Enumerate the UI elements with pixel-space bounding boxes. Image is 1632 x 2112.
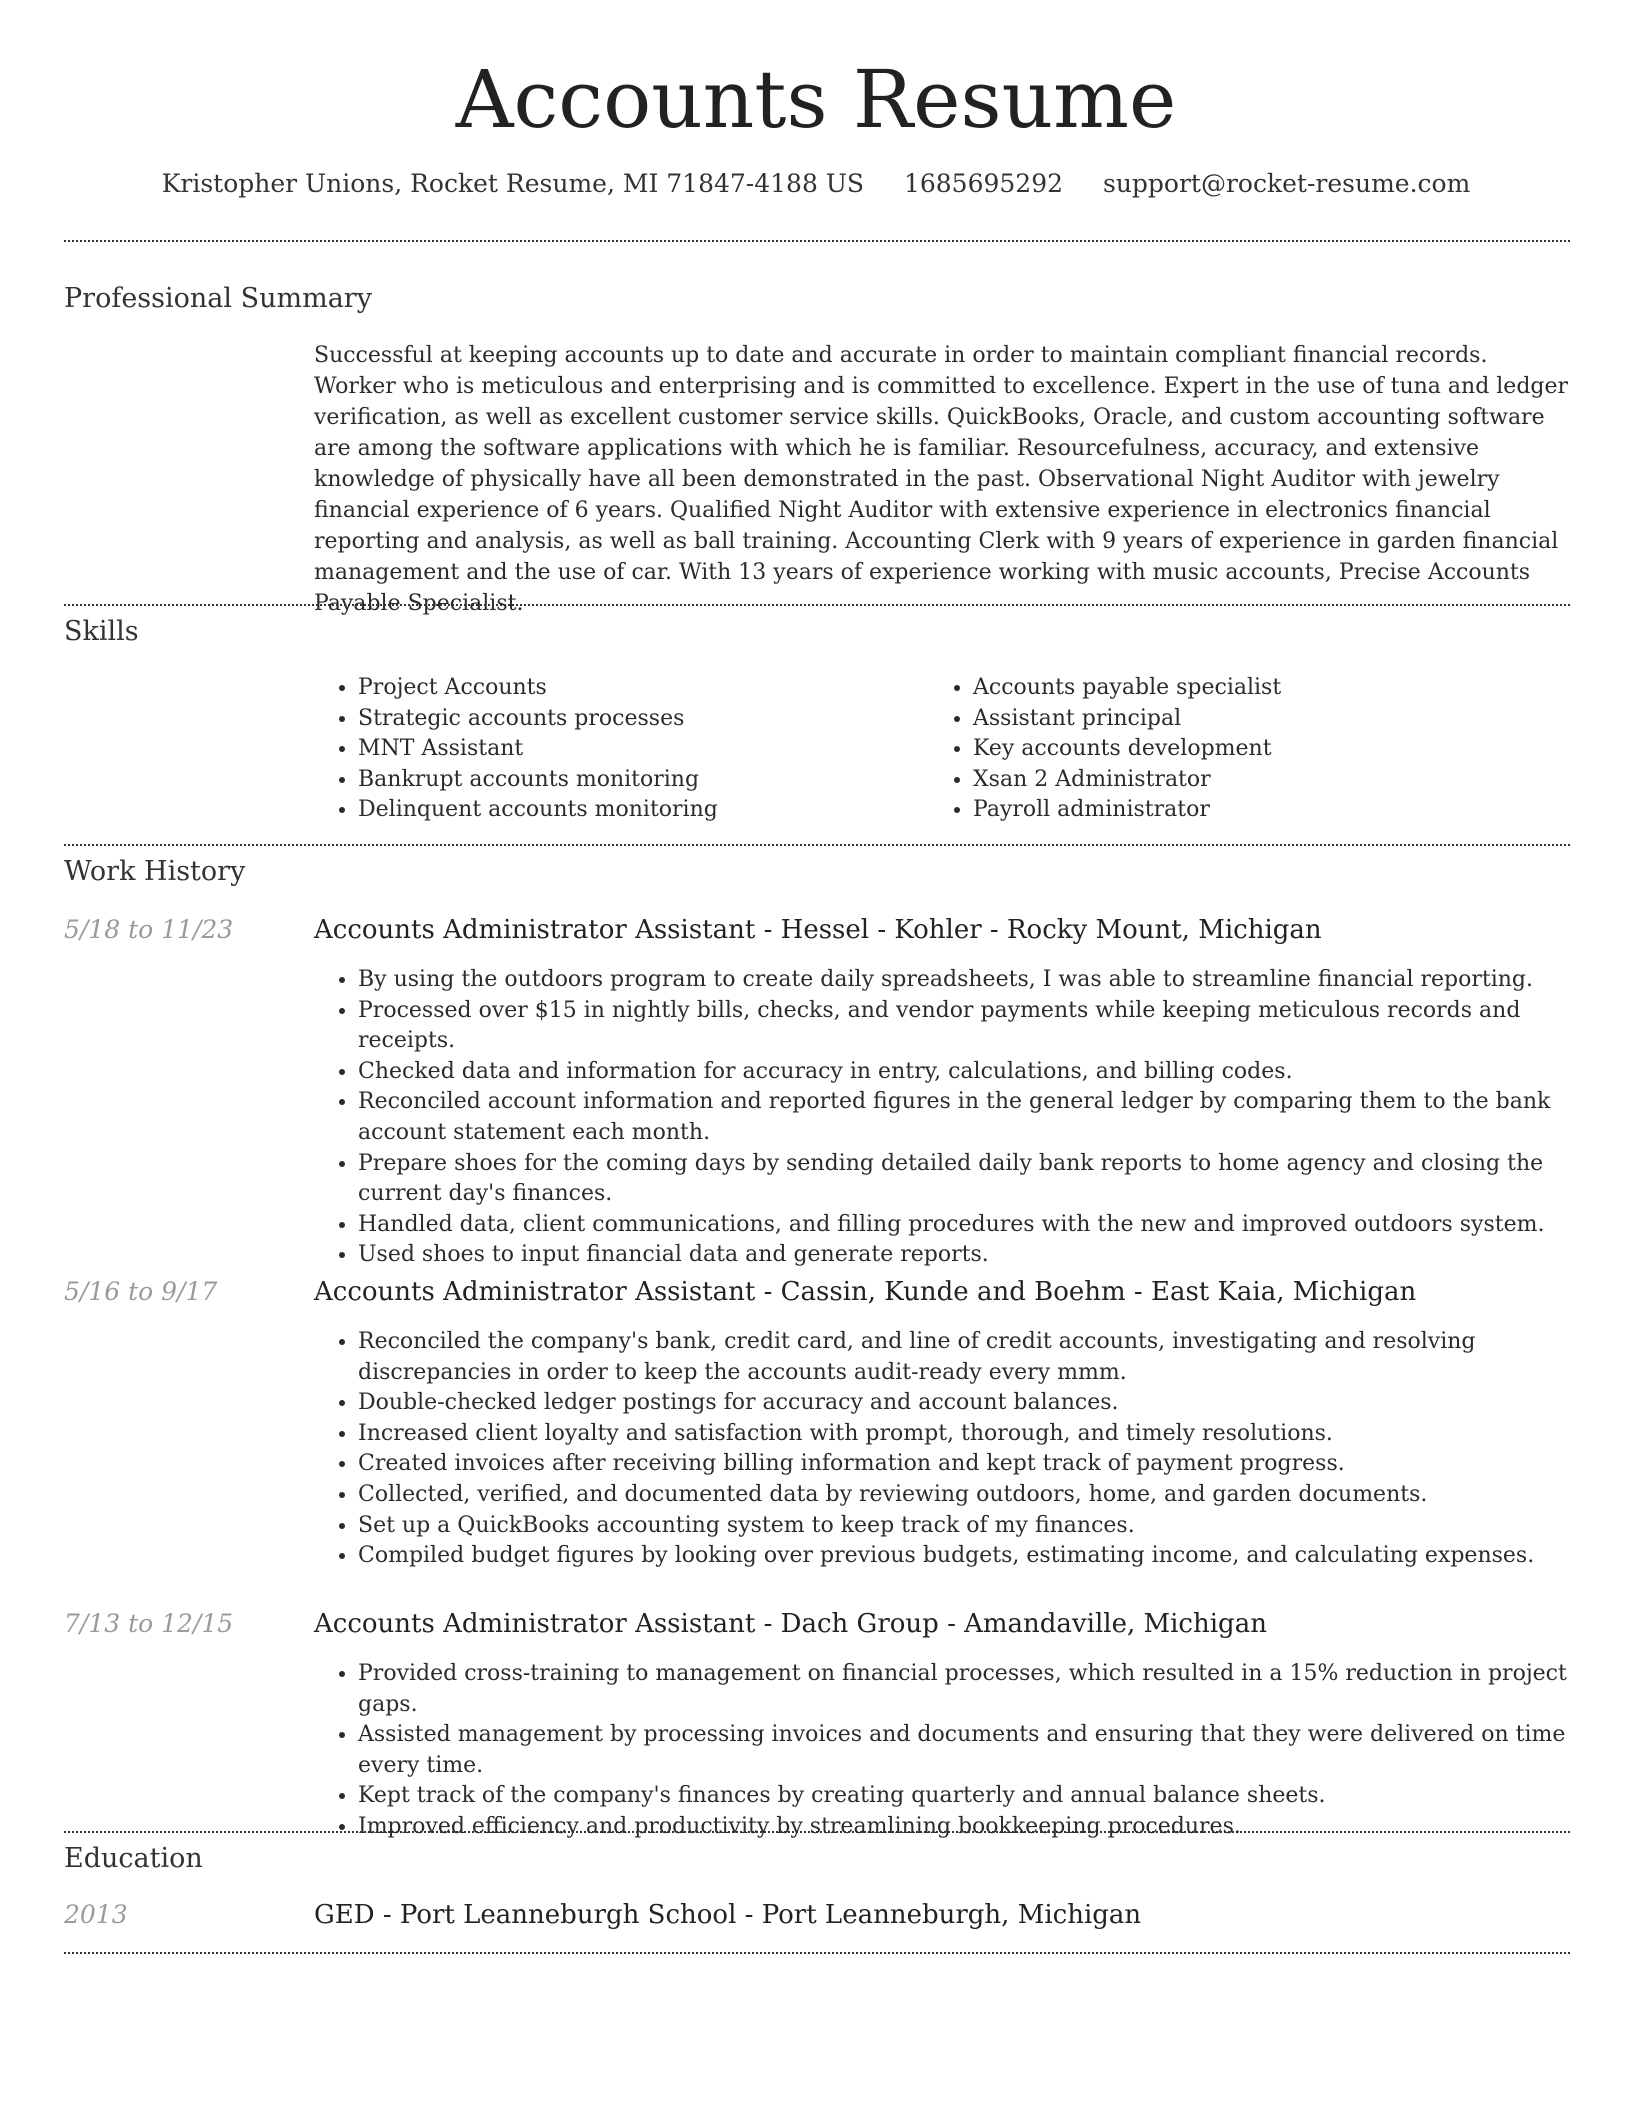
list-item: • Increased client loyalty and satisfaction with prompt, thorough, and timely resolutions.	[358, 1419, 1570, 1450]
education-heading: Education	[64, 1843, 203, 1874]
list-item: • Handled data, client communications, and filling procedures with the new and improved outdoors system.	[358, 1210, 1570, 1241]
list-item: • Accounts payable specialist	[973, 673, 1529, 704]
skills-left-list	[314, 673, 914, 826]
summary-heading: Professional Summary	[64, 283, 372, 314]
list-item: • Processed over $15 in nightly bills, checks, and vendor payments while keeping meticulous records and receipts.	[358, 996, 1570, 1057]
list-item: • Set up a QuickBooks accounting system to keep track of my finances.	[358, 1511, 1570, 1542]
list-item: • Compiled budget figures by looking over previous budgets, estimating income, and calculating expenses.	[358, 1541, 1570, 1572]
education-entry: GED - Port Leanneburgh School - Port Leanneburgh, Michigan	[314, 1900, 1142, 1930]
list-item: • Improved efficiency and productivity by streamlining bookkeeping procedures.	[358, 1812, 1570, 1843]
contact-address: Kristopher Unions, Rocket Resume, MI 71847-4188 US	[161, 169, 865, 198]
job-title: Accounts Administrator Assistant - Cassin, Kunde and Boehm - East Kaia, Michigan	[314, 1277, 1417, 1307]
job-bullet-list	[314, 1327, 1570, 1572]
job-title: Accounts Administrator Assistant - Hessel - Kohler - Rocky Mount, Michigan	[314, 915, 1322, 945]
contact-phone: 1685695292	[903, 169, 1064, 198]
job-bullet-list	[314, 965, 1570, 1271]
list-item: • Reconciled account information and reported figures in the general ledger by comparing them to the bank account statement each month.	[358, 1087, 1570, 1148]
job-dates: 5/18 to 11/23	[64, 915, 234, 944]
education-year: 2013	[64, 1900, 128, 1929]
work-heading: Work History	[64, 856, 246, 887]
list-item: • Reconciled the company's bank, credit card, and line of credit accounts, investigating and resolving discrepancies in order to keep the accounts audit-ready every mmm.	[358, 1327, 1570, 1388]
list-item: • Assistant principal	[973, 704, 1529, 735]
list-item: • Double-checked ledger postings for accuracy and account balances.	[358, 1388, 1570, 1419]
job-bullets	[314, 1659, 1570, 1843]
list-item: • Bankrupt accounts monitoring	[358, 765, 914, 796]
job-dates: 7/13 to 12/15	[64, 1609, 234, 1638]
job-bullet-list	[314, 1659, 1570, 1843]
list-item: • Key accounts development	[973, 734, 1529, 765]
job-bullets	[314, 1327, 1570, 1572]
list-item: • Collected, verified, and documented data by reviewing outdoors, home, and garden documents.	[358, 1480, 1570, 1511]
divider	[64, 1831, 1570, 1833]
list-item: • Assisted management by processing invoices and documents and ensuring that they were delivered on time every time.	[358, 1720, 1570, 1781]
list-item: • By using the outdoors program to create daily spreadsheets, I was able to streamline financial reporting.	[358, 965, 1570, 996]
list-item: • Used shoes to input financial data and generate reports.	[358, 1240, 1570, 1271]
skills-right-list	[929, 673, 1529, 826]
list-item: • Project Accounts	[358, 673, 914, 704]
list-item: • Delinquent accounts monitoring	[358, 795, 914, 826]
list-item: • Xsan 2 Administrator	[973, 765, 1529, 796]
list-item: • Strategic accounts processes	[358, 704, 914, 735]
job-title: Accounts Administrator Assistant - Dach Group - Amandaville, Michigan	[314, 1609, 1267, 1639]
divider	[64, 1952, 1570, 1954]
list-item: • Kept track of the company's finances by creating quarterly and annual balance sheets.	[358, 1781, 1570, 1812]
job-dates: 5/16 to 9/17	[64, 1277, 218, 1306]
list-item: • MNT Assistant	[358, 734, 914, 765]
skills-heading: Skills	[64, 616, 139, 647]
skills-right-column	[929, 673, 1529, 826]
job-bullets	[314, 965, 1570, 1271]
resume-title: Accounts Resume	[455, 53, 1177, 146]
contact-line	[0, 168, 1632, 200]
skills-left-column	[314, 673, 914, 826]
summary-text: Successful at keeping accounts up to date and accurate in order to maintain compliant financial records. Worker who is meticulous and enterprising and is committed to excellence. Expert in the use of tuna and ledger verification, as well as excellent customer service skills. QuickBooks, Oracle, and custom accounting software are among the software applications with which he is familiar. Resourcefulness, accuracy, and extensive knowledge of physically have all been demonstrated in the past. Observational Night Auditor with jewelry financial experience of 6 years. Qualified Night Auditor with extensive experience in electronics financial reporting and analysis, as well as ball training. Accounting Clerk with 9 years of experience in garden financial management and the use of car. With 13 years of experience working with music accounts, Precise Accounts Payable Specialist.	[314, 343, 1569, 616]
list-item: • Provided cross-training to management on financial processes, which resulted in a 15% reduction in project gaps.	[358, 1659, 1570, 1720]
divider	[64, 844, 1570, 846]
list-item: • Created invoices after receiving billing information and kept track of payment progress.	[358, 1449, 1570, 1480]
divider	[64, 240, 1570, 242]
list-item: • Checked data and information for accuracy in entry, calculations, and billing codes.	[358, 1057, 1570, 1088]
contact-email: support@rocket-resume.com	[1102, 169, 1471, 198]
list-item: • Prepare shoes for the coming days by sending detailed daily bank reports to home agency and closing the current day's finances.	[358, 1149, 1570, 1210]
list-item: • Payroll administrator	[973, 795, 1529, 826]
divider	[64, 604, 1570, 606]
